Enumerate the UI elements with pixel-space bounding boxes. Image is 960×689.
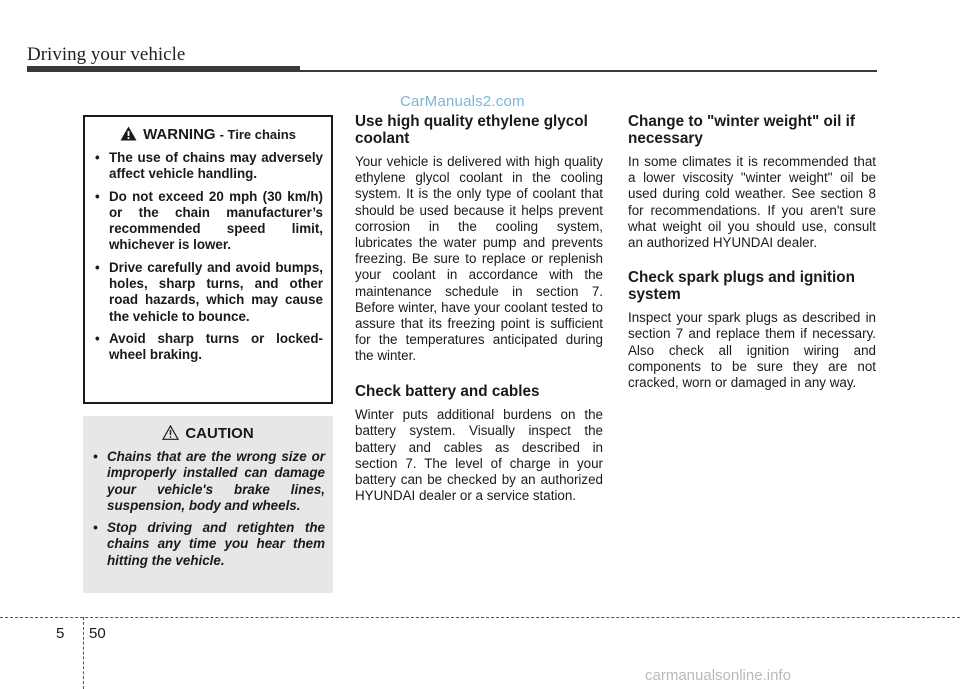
footer-vertical-divider — [83, 617, 84, 689]
spark-body: Inspect your spark plugs as described in section 7 and replace them if necessary. Also check all ignition wiring and components to be sure they are not cracked, worn or damaged in any way. — [628, 310, 876, 391]
warning-item: • Drive carefully and avoid bumps, holes, sharp turns, and other road hazards, which may cause the vehicle to bounce. — [93, 260, 323, 325]
warning-item: • Avoid sharp turns or locked-wheel braking. — [93, 331, 323, 364]
header-bar — [27, 66, 300, 72]
warning-box — [83, 115, 333, 404]
caution-label: CAUTION — [185, 425, 254, 442]
coolant-heading: Use high quality ethylene glycol coolant — [355, 113, 588, 147]
warning-heading — [85, 126, 331, 145]
right-column — [628, 114, 876, 410]
warning-triangle-icon — [120, 126, 137, 145]
caution-item: • Stop driving and retighten the chains any time you hear them hitting the vehicle. — [91, 520, 325, 569]
watermark-top: CarManuals2.com — [400, 93, 525, 110]
watermark-bottom: carmanualsonline.info — [645, 667, 791, 684]
oil-body: In some climates it is recommended that a lower viscosity "winter weight" oil be used during cold weather. See section 8 for recommendations. If you aren't sure what weight oil you should use, consult an authorized HYUNDAI dealer. — [628, 154, 876, 251]
header-rule — [300, 70, 877, 72]
footer-divider — [0, 617, 960, 618]
page-number: 50 — [89, 625, 106, 642]
section-number: 5 — [56, 625, 65, 642]
caution-box — [83, 416, 333, 593]
warning-sublabel: - Tire chains — [219, 127, 296, 142]
middle-column — [355, 114, 603, 523]
caution-item: • Chains that are the wrong size or improperly installed can damage your vehicle's brake lines, suspension, body and wheels. — [91, 449, 325, 514]
warning-item: • Do not exceed 20 mph (30 km/h) or the chain manufacturer’s recommended speed limit, whichever is lower. — [93, 189, 323, 254]
battery-heading: Check battery and cables — [355, 382, 540, 400]
warning-list — [93, 150, 323, 370]
warning-item: • The use of chains may adversely affect vehicle handling. — [93, 150, 323, 183]
battery-body: Winter puts additional burdens on the battery system. Visually inspect the battery and cables as described in section 7. The level of charge in your battery can be checked by an authorized HYUNDAI dealer or a service station. — [355, 407, 603, 504]
caution-list — [91, 449, 325, 575]
page-header-title: Driving your vehicle — [27, 44, 186, 65]
oil-heading: Change to "winter weight" oil if necessary — [628, 113, 855, 147]
warning-label: WARNING — [143, 126, 216, 143]
caution-heading — [83, 425, 333, 444]
spark-heading: Check spark plugs and ignition system — [628, 269, 855, 303]
coolant-body: Your vehicle is delivered with high quality ethylene glycol coolant in the cooling system. It is the only type of coolant that should be used because it helps prevent corrosion in the cooling system, lubricates the water pump and prevents freezing. Be sure to replace or replenish your coolant in accordance with the maintenance schedule in section 7. Before winter, have your coolant tested to assure that its freezing point is sufficient for the temperatures anticipated during the winter. — [355, 154, 603, 364]
caution-triangle-icon — [162, 425, 179, 444]
